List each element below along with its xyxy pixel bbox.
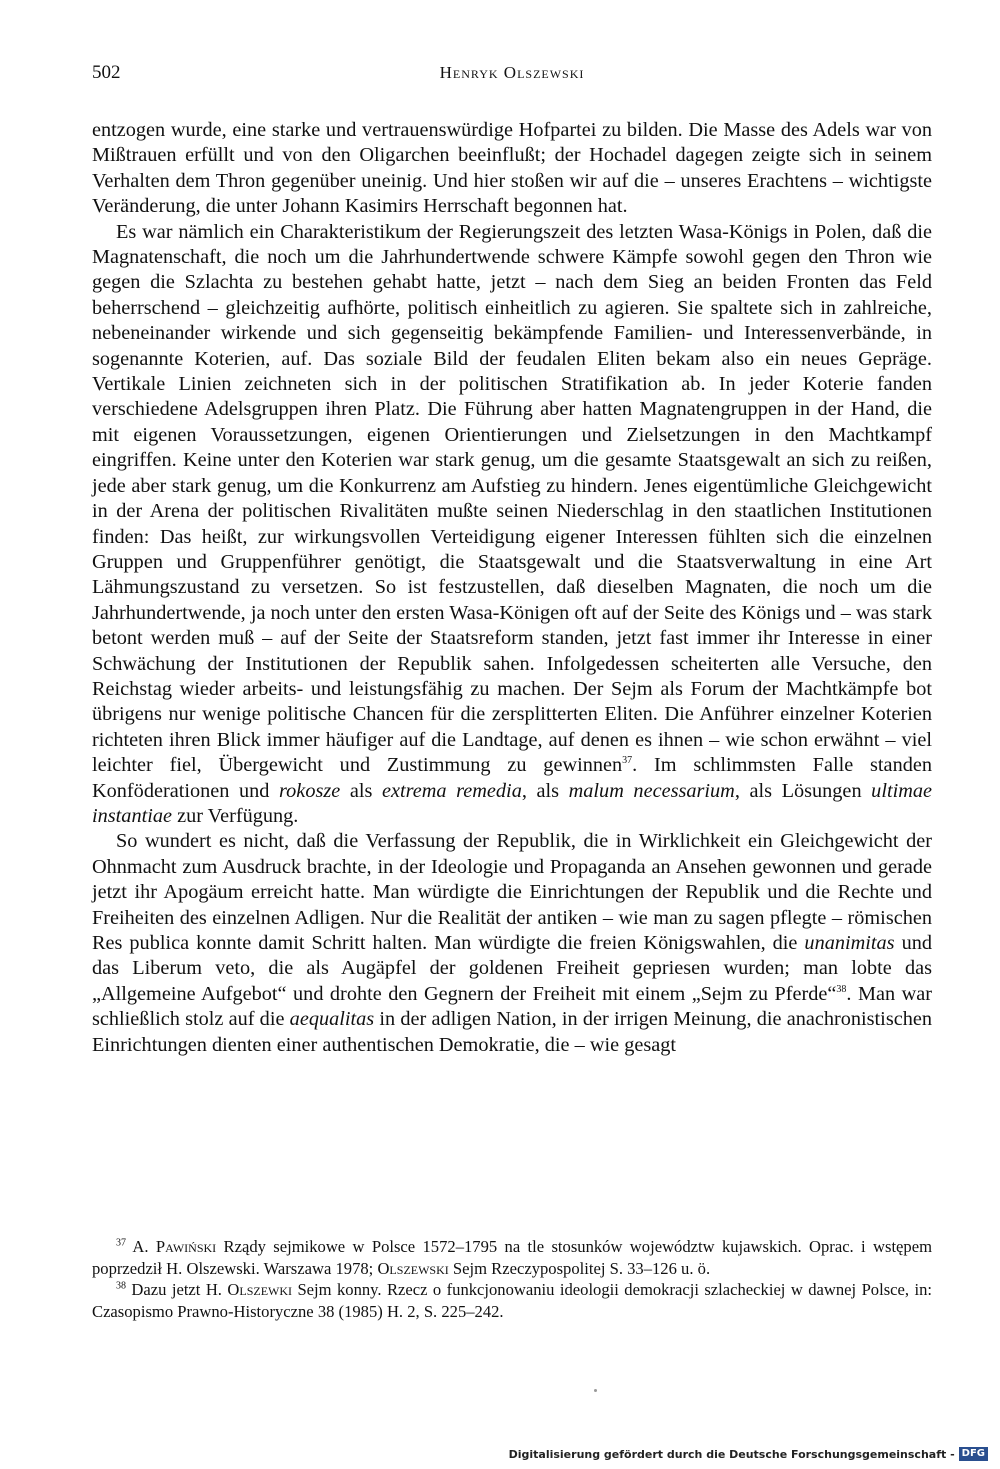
fn38-text-b: Sejm konny. Rzecz o funkcjonowaniu ideologii demokracji szlacheckiej w dawnej Polsce, in: Czasopismo Prawno-Historyczne 38 (1985) H. 2, S. 225–242. xyxy=(92,1280,932,1321)
term-rokosze: rokosze xyxy=(279,779,341,802)
p3-text-d: in der adligen Nation, in der irrigen Meinung, die anachronistischen Einrichtungen dienten einer authentischen Demokratie, die – wie gesagt xyxy=(92,1008,932,1056)
dfg-logo: DFG xyxy=(959,1447,988,1461)
term-malum-necessarium: malum necessarium xyxy=(568,779,735,802)
paragraph-2 xyxy=(92,220,932,830)
p2-text-c: als xyxy=(340,779,382,802)
footnote-number-37: 37 xyxy=(116,1237,126,1249)
page-header xyxy=(92,62,932,92)
footnotes xyxy=(92,1236,932,1322)
p2-text-b: . Im schlimmsten Falle standen Konföderationen und xyxy=(92,754,932,802)
footnote-number-38: 38 xyxy=(116,1280,126,1292)
term-ultimae-instantiae: ultimae instantiae xyxy=(92,779,933,827)
scan-speck xyxy=(594,1389,597,1392)
footnote-37 xyxy=(92,1236,932,1279)
running-head: Henryk Olszewski xyxy=(439,63,585,82)
body-text xyxy=(92,118,932,1058)
p2-text-a: Es war nämlich ein Charakteristikum der Regierungszeit des letzten Wasa-Königs in Polen, daß die Magnatenschaft, die noch um die Jahrhundertwende schwere Kämpfe sowohl gegen den Thron wie gegen die Szlachta zu bestehen gehabt hatte, jetzt – nach dem Sieg an beiden Fronten das Feld beherrschend – gleichzeitig aufhörte, politisch einheitlich zu agieren. Sie spaltete sich in zahlreiche, nebeneinander wirkende und sich gegenseitig bekämpfende Familien- und Interessenverbände, in sogenannte Koterien, auf. Das soziale Bild der feudalen Eliten bekam also ein neues Gepräge. Vertikale Linien zeichneten sich in der politischen Stratifikation ab. In jeder Koterie fanden verschiedene Adelsgruppen ihren Platz. Die Führung aber hatten Magnatengruppen in der Hand, die mit eigenen Voraussetzungen, eigenen Orientierungen und Zielsetzungen in den Machtkampf eingriffen. Keine unter den Koterien war stark genug, um die gesamte Staatsgewalt an sich zu reißen, jede aber stark genug, um die Konkurrenz am Aufstieg zu hindern. Jenes eigentümliche Gleichgewicht in der Arena der politischen Rivalitäten mußte seinen Niederschlag in den staatlichen Institutionen finden: Das heißt, zur wirkungsvollen Verteidigung eigener Interessen fühlten sich die einzelnen Gruppen und Gruppenführer genötigt, die Staatsgewalt und die Staatsverwaltung in eine Art Lähmungszustand zu versetzen. So ist festzustellen, daß dieselben Magnaten, die noch um die Jahrhundertwende, ja noch unter den ersten Wasa-Königen oft auf der Seite des Königs und – was stark betont werden muß – auf der Seite der Staatsreform standen, jetzt fast immer ihr Interesse in einer Schwächung der Institutionen der Republik sahen. Infolgedessen scheiterten alle Versuche, den Reichstag wieder arbeits- und leistungsfähig zu machen. Der Sejm als Forum der Machtkämpfe bot übrigens nur wenige politische Chancen für die zersplitterten Eliten. Die Anführer einzelner Koterien richteten ihren Blick immer häufiger auf die Landtage, auf denen es ihnen – wie schon erwähnt – viel leichter fiel, Übergewicht und Zustimmung zu gewinnen xyxy=(92,220,932,777)
paragraph-1: entzogen wurde, eine starke und vertrauenswürdige Hofpartei zu bilden. Die Masse des Adels war von Mißtrauen erfüllt und von den Oligarchen beeinflußt; der Hochadel dagegen zeigte sich in seinem Verhalten dem Thron gegenüber uneinig. Und hier stoßen wir auf die – unseres Erachtens – wichtigste Veränderung, die unter Johann Kasimirs Herrschaft begonnen hat. xyxy=(92,119,932,218)
p2-text-f: zur Verfügung. xyxy=(172,804,299,827)
fn38-text-a: Dazu jetzt H. xyxy=(126,1280,228,1299)
p3-text-a: So wundert es nicht, daß die Verfassung der Republik, die in Wirklichkeit ein Gleichgewicht der Ohnmacht zum Ausdruck brachte, in der Ideologie und Propaganda an Ansehen gewonnen und gerade jetzt ihr Apogäum erreicht hatte. Man würdigte die Einrichtungen der Republik und die Rechte und Freiheiten des einzelnen Adligen. Nur die Realität der antiken – wie man zu sagen pflegte – römischen Res publica konnte damit Schritt halten. Man würdigte die freien Königswahlen, die xyxy=(92,830,932,954)
fn37-text-a: Rządy sejmikowe w Polsce 1572–1795 na tle stosunków województw kujawskich. Oprac. i wstępem poprzedził H. Olszewski. Warszawa 1978; xyxy=(92,1237,932,1278)
funding-text: Digitalisierung gefördert durch die Deutsche Forschungsgemeinschaft - xyxy=(508,1447,955,1461)
funding-footer xyxy=(509,1445,988,1463)
fn37-author2: Olszewski xyxy=(377,1258,449,1278)
term-extrema-remedia: extrema remedia xyxy=(381,779,522,802)
footnote-38 xyxy=(92,1279,932,1322)
p2-text-e: , als Lösungen xyxy=(734,779,872,802)
p3-text-b: und das Liberum veto, die als Augäpfel der goldenen Freiheit gepriesen wurden; man lobte das „Allgemeine Aufgebot“ und drohte den Gegnern der Freiheit mit einem „Sejm zu Pferde“ xyxy=(92,932,932,1005)
term-aequalitas: aequalitas xyxy=(289,1008,375,1031)
footnote-ref-37: 37 xyxy=(622,755,633,767)
term-unanimitas: unanimitas xyxy=(804,932,895,954)
p2-text-d: , als xyxy=(521,779,569,802)
footnote-ref-38: 38 xyxy=(836,984,847,996)
paragraph-3 xyxy=(92,829,932,1058)
fn38-author: Olszewki xyxy=(227,1280,293,1299)
fn37-initial: A. xyxy=(126,1237,156,1256)
fn37-text-b: Sejm Rzeczypospolitej S. 33–126 u. ö. xyxy=(448,1258,711,1278)
p3-text-c: . Man war schließlich stolz auf die xyxy=(92,982,932,1031)
page-number: 502 xyxy=(92,62,121,83)
fn37-author: Pawiński xyxy=(155,1237,217,1256)
